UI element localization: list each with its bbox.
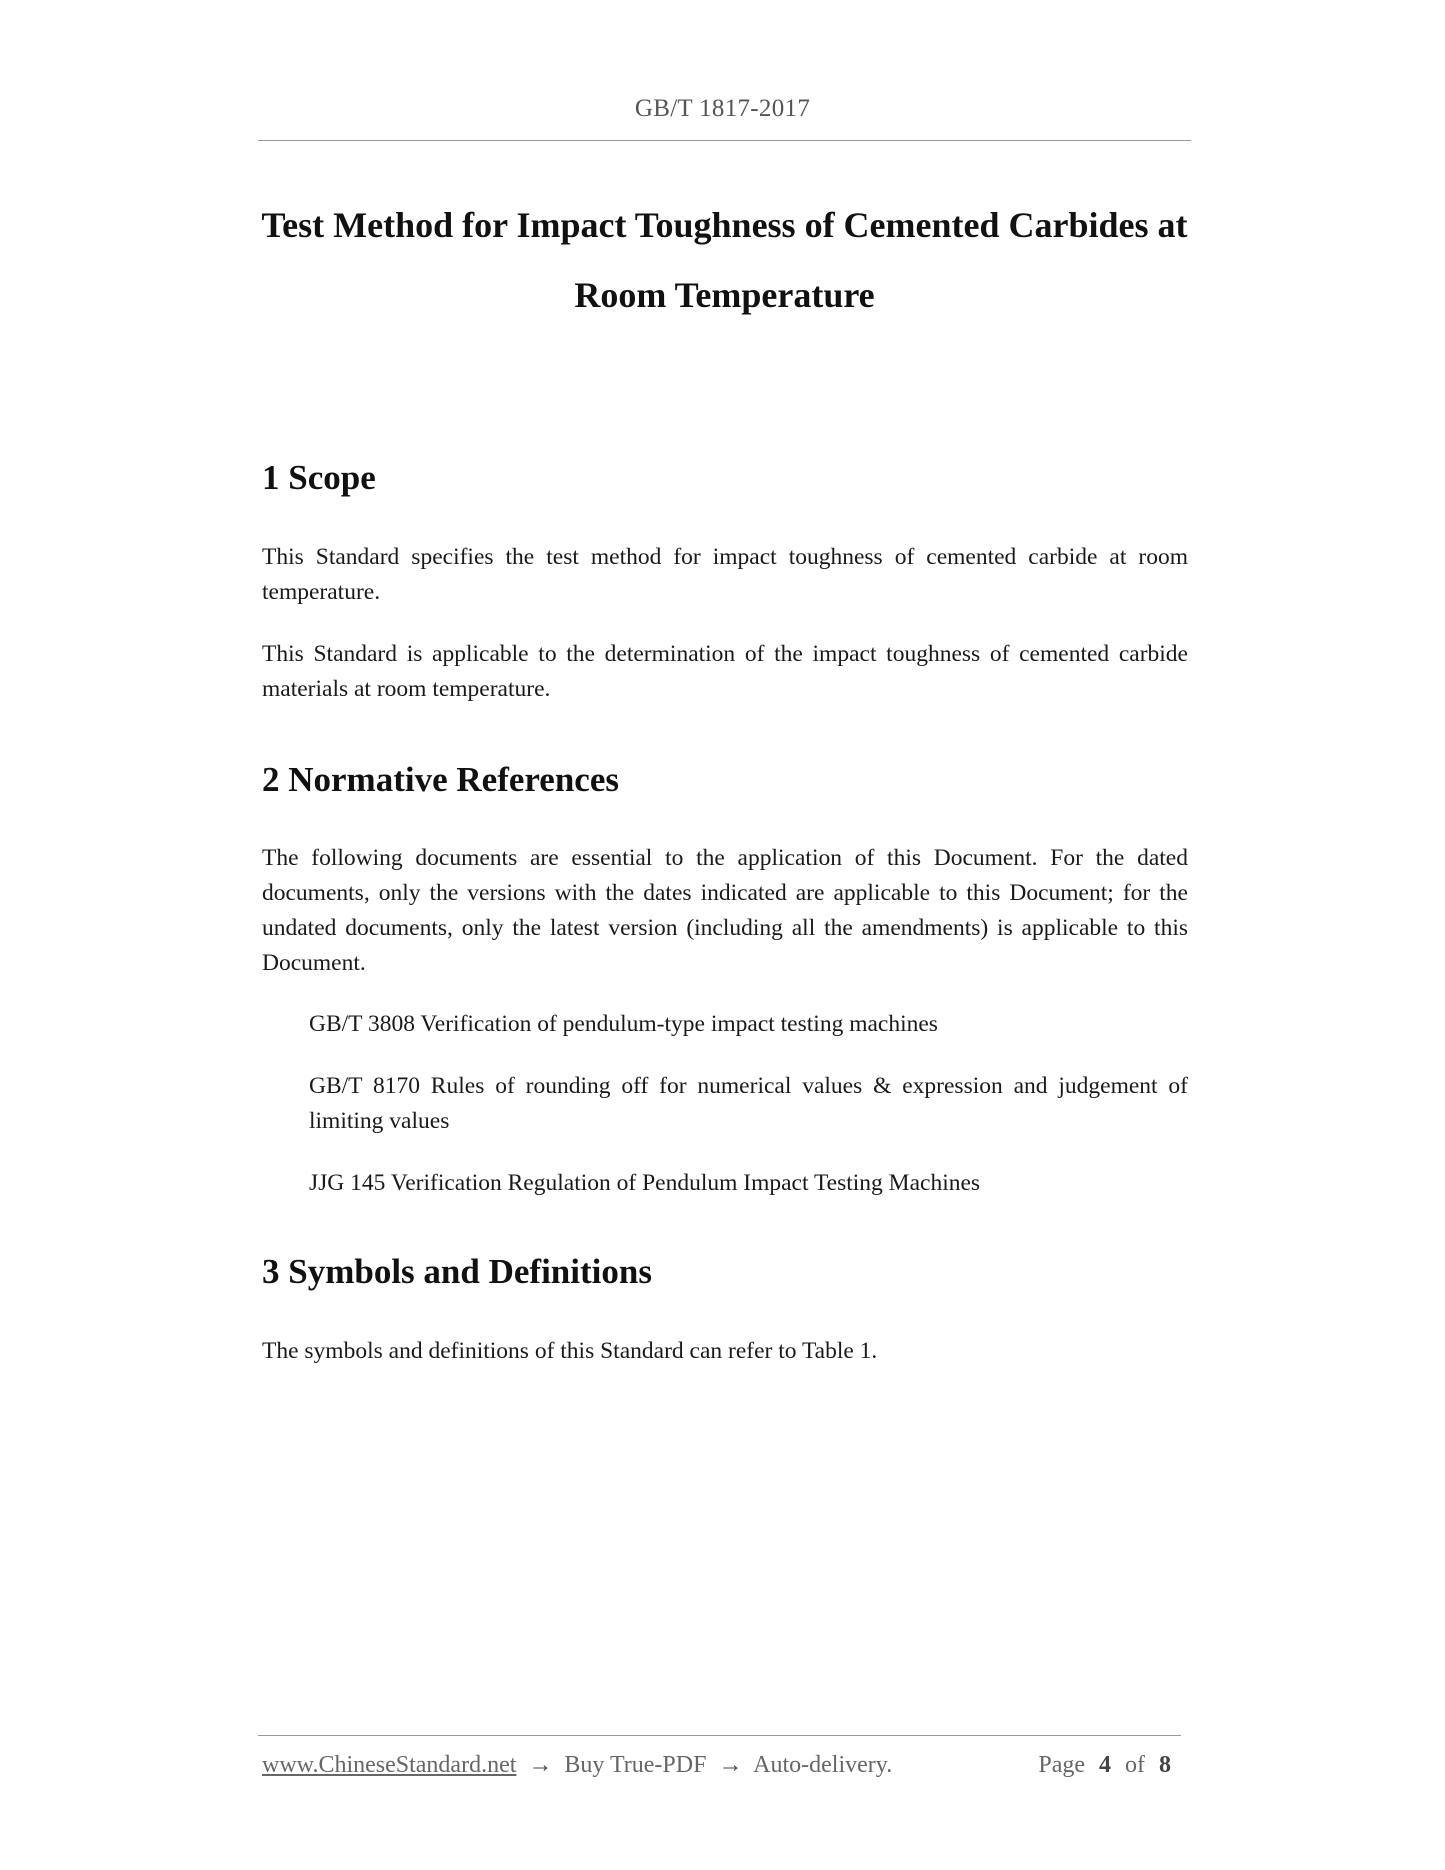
- arrow-right-icon: →: [718, 1752, 743, 1778]
- header-divider: [258, 140, 1191, 141]
- buy-true-pdf-text: Buy True-PDF: [564, 1752, 707, 1778]
- document-title-line-2: Room Temperature: [574, 275, 875, 315]
- page-label: Page: [1038, 1752, 1085, 1778]
- reference-item: JJG 145 Verification Regulation of Pendulum Impact Testing Machines: [309, 1170, 981, 1196]
- current-page-number: 4: [1099, 1752, 1111, 1778]
- reference-item: GB/T 8170 Rules of rounding off for numerical values & expression and judgement of limiting values: [309, 1073, 1188, 1134]
- page-number: [1038, 1752, 1179, 1779]
- of-label: of: [1125, 1752, 1145, 1778]
- document-title-line-1: Test Method for Impact Toughness of Cemented Carbides at: [261, 205, 1188, 245]
- chinese-standard-link[interactable]: www.ChineseStandard.net: [262, 1752, 517, 1778]
- section-heading-scope: 1 Scope: [262, 458, 376, 497]
- footer-divider: [258, 1735, 1181, 1736]
- standard-code-header: GB/T 1817-2017: [634, 95, 811, 122]
- arrow-right-icon: →: [528, 1752, 553, 1778]
- normative-references-paragraph: The following documents are essential to the application of this Document. For the dated documents, only the versions with the dates indicated are applicable to this Document; for the undated documents, only the latest version (including all the amendments) is applicable to this Document.: [262, 845, 1188, 976]
- footer-promo: [262, 1752, 892, 1779]
- scope-paragraph-1: This Standard specifies the test method for impact toughness of cemented carbide at room temperature.: [262, 544, 1188, 605]
- document-title: [258, 190, 1191, 330]
- total-page-count: 8: [1159, 1752, 1171, 1778]
- scope-paragraph-2: This Standard is applicable to the determination of the impact toughness of cemented carbide materials at room temperature.: [262, 641, 1188, 702]
- reference-item: GB/T 3808 Verification of pendulum-type impact testing machines: [309, 1011, 938, 1037]
- section-heading-symbols-definitions: 3 Symbols and Definitions: [262, 1252, 652, 1291]
- symbols-definitions-paragraph: The symbols and definitions of this Standard can refer to Table 1.: [262, 1338, 878, 1364]
- auto-delivery-text: Auto-delivery.: [753, 1752, 893, 1778]
- section-heading-normative-references: 2 Normative References: [262, 760, 619, 799]
